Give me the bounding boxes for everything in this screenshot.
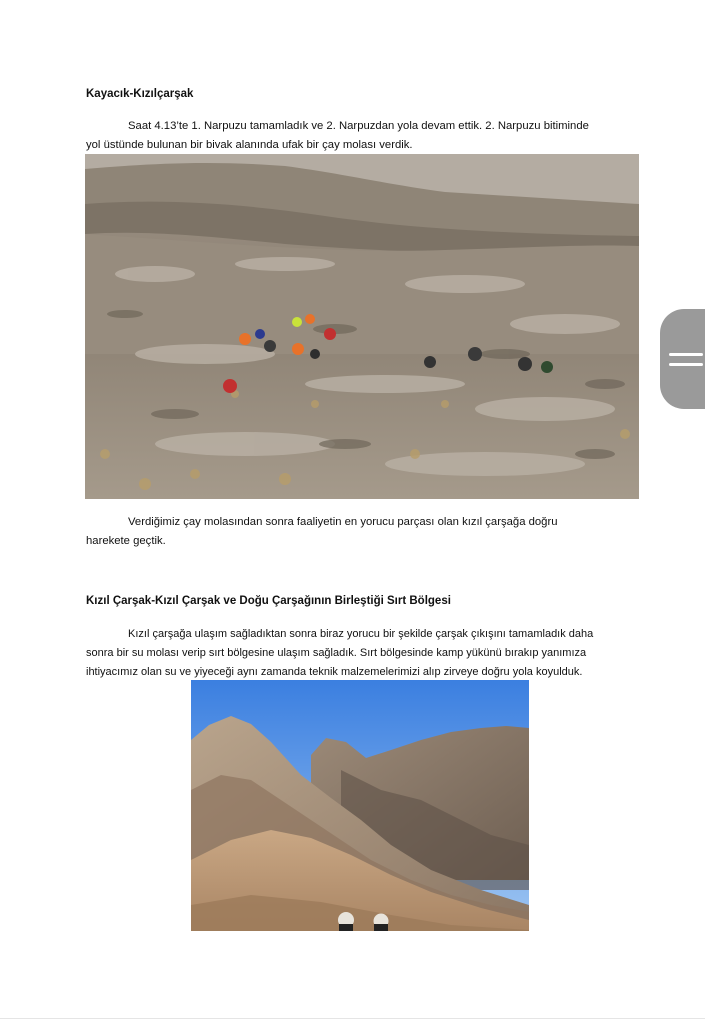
paragraph-cay-molasi: [86, 513, 636, 551]
section-heading-kayacik: Kayacık-Kızılçarşak: [86, 88, 194, 100]
menu-line: [669, 353, 703, 356]
paragraph-line: ihtiyacımız olan su ve yiyeceği aynı zamanda teknik malzemelerimizi alıp zirveye doğru yola koyulduk.: [86, 666, 583, 678]
paragraph-line: Saat 4.13’te 1. Narpuzu tamamladık ve 2. Narpuzdan yola devam ettik. 2. Narpuzu bitiminde: [128, 120, 589, 132]
paragraph-line: harekete geçtik.: [86, 535, 166, 547]
section-heading-kizil-carsak: Kızıl Çarşak-Kızıl Çarşak ve Doğu Çarşağının Birleştiği Sırt Bölgesi: [86, 595, 451, 607]
photo-ridge-summit: [191, 680, 529, 931]
paragraph-line: Kızıl çarşağa ulaşım sağladıktan sonra biraz yorucu bir şekilde çarşak çıkışını tamamladık daha: [128, 628, 594, 640]
paragraph-line: sonra bir su molası verip sırt bölgesine ulaşım sağladık. Sırt bölgesinde kamp yükünü bırakıp yanımıza: [86, 647, 587, 659]
paragraph-narpuzu: [86, 117, 636, 155]
paragraph-line: Verdiğimiz çay molasından sonra faaliyetin en yorucu parçası olan kızıl çarşağa doğru: [128, 516, 558, 528]
menu-lines-icon[interactable]: [660, 309, 705, 409]
menu-line: [669, 363, 703, 366]
page-bottom-divider: [0, 1018, 705, 1019]
paragraph-line: yol üstünde bulunan bir bivak alanında ufak bir çay molası verdik.: [86, 139, 413, 151]
paragraph-sirt-bolgesi: [86, 625, 636, 682]
photo-bivak-area: [85, 154, 639, 499]
